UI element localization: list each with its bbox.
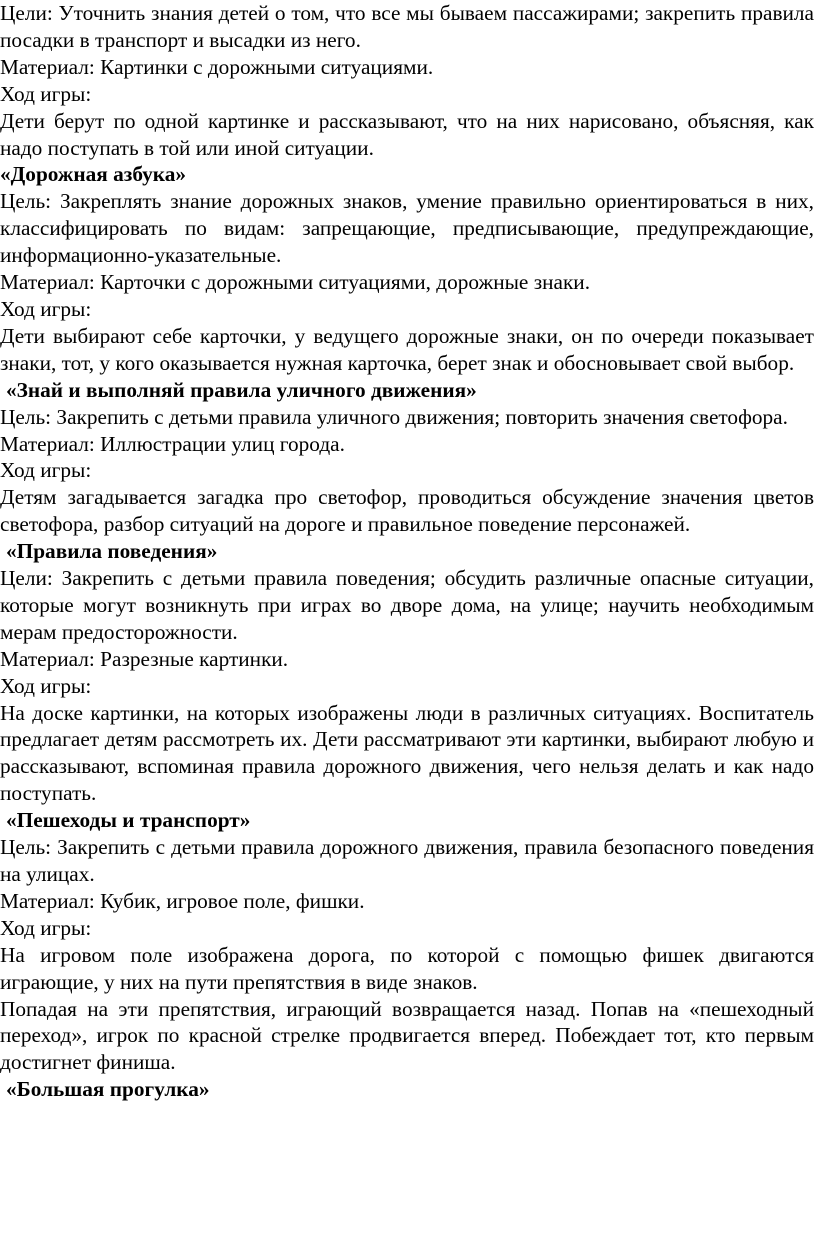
paragraph: Материал: Иллюстрации улиц города.: [0, 431, 345, 456]
paragraph: Цели: Закрепить с детьми правила поведения; обсудить различные опасные ситуации, которые могут возникнуть при играх во дворе дома, на улице; научить необходимым мерам предосторожности.: [0, 566, 814, 644]
section-heading: «Большая прогулка»: [6, 1077, 210, 1102]
paragraph: Дети берут по одной картинке и рассказывают, что на них нарисовано, объясняя, как надо поступать в той или иной ситуации.: [0, 108, 814, 160]
paragraph: Материал: Карточки с дорожными ситуациями, дорожные знаки.: [0, 270, 591, 295]
paragraph: Цель: Закреплять знание дорожных знаков, умение правильно ориентироваться в них, классифицировать по видам: запрещающие, предписывающие, предупреждающие, информационно-указательные.: [0, 189, 814, 268]
paragraph: Ход игры:: [0, 296, 92, 321]
section-heading: «Дорожная азбука»: [0, 162, 187, 187]
section-heading: «Знай и выполняй правила уличного движения»: [6, 377, 477, 402]
paragraph: Материал: Картинки с дорожными ситуациями.: [0, 54, 434, 79]
paragraph: На доске картинки, на которых изображены люди в различных ситуациях. Воспитатель предлагает детям рассмотреть их. Дети рассматривают эти картинки, выбирают любую и рассказывают, вспоминая правила дорожного движения, чего нельзя делать и как надо поступать.: [0, 700, 814, 806]
paragraph: Материал: Разрезные картинки.: [0, 646, 289, 671]
paragraph: Ход игры:: [0, 458, 92, 483]
paragraph: Цель: Закрепить с детьми правила дорожного движения, правила безопасного поведения на улицах.: [0, 835, 814, 886]
section-heading: «Правила поведения»: [6, 539, 218, 564]
paragraph: Ход игры:: [0, 915, 92, 940]
paragraph: Ход игры:: [0, 81, 92, 106]
paragraph: Попадая на эти препятствия, играющий возвращается назад. Попав на «пешеходный переход», игрок по красной стрелке продвигается вперед. Побеждает тот, кто первым достигнет финиша.: [0, 996, 814, 1075]
paragraph: На игровом поле изображена дорога, по которой с помощью фишек двигаются играющие, у них на пути препятствия в виде знаков.: [0, 942, 814, 994]
paragraph: Цель: Закрепить с детьми правила уличного движения; повторить значения светофора.: [0, 404, 788, 429]
paragraph: Цели: Уточнить знания детей о том, что все мы бываем пассажирами; закрепить правила посадки в транспорт и высадки из него.: [0, 1, 814, 52]
paragraph: Детям загадывается загадка про светофор, проводиться обсуждение значения цветов светофора, разбор ситуаций на дороге и правильное поведение персонажей.: [0, 485, 814, 537]
paragraph: Материал: Кубик, игровое поле, фишки.: [0, 888, 365, 913]
paragraph: Дети выбирают себе карточки, у ведущего дорожные знаки, он по очереди показывает знаки, тот, у кого оказывается нужная карточка, берет знак и обосновывает свой выбор.: [0, 323, 814, 375]
paragraph: Ход игры:: [0, 673, 92, 698]
section-heading: «Пешеходы и транспорт»: [6, 808, 251, 833]
